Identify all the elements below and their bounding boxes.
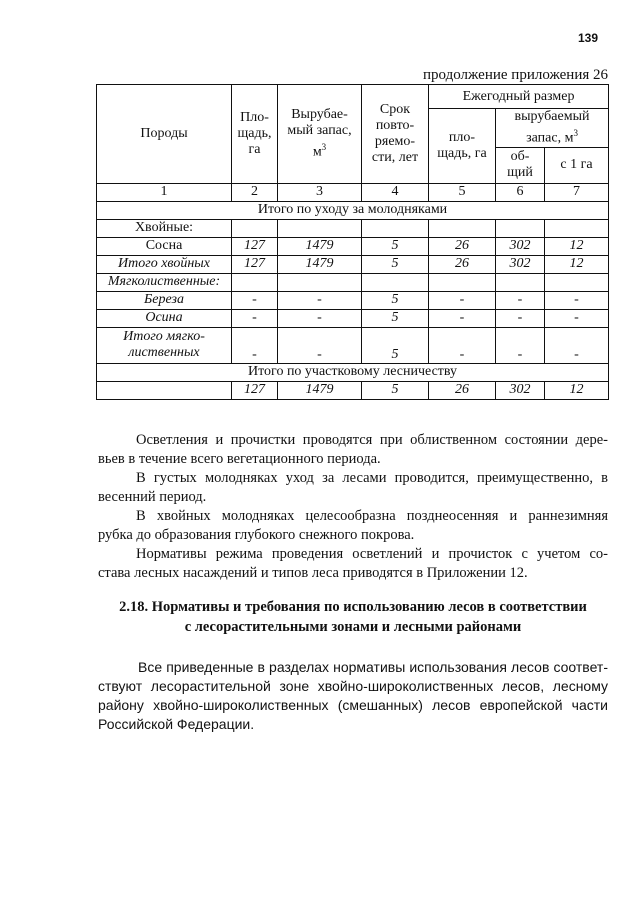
- row-name: Береза: [97, 291, 232, 309]
- group-label-softwood: Мягколиственные:: [97, 273, 232, 291]
- header-stock: Вырубае- мый запас, $м^3$: [278, 85, 362, 184]
- header-area: Пло- щадь, га: [232, 85, 278, 184]
- continuation-label: продолжение приложения 26: [423, 67, 608, 83]
- cell: 1479: [278, 381, 362, 399]
- cell: 5: [362, 291, 429, 309]
- header-period: Срок повто- ряемо- сти, лет: [362, 85, 429, 184]
- cell: -: [496, 327, 545, 363]
- cell: 1479: [278, 237, 362, 255]
- row-name: Осина: [97, 309, 232, 327]
- cell: 26: [429, 255, 496, 273]
- cell: -: [429, 309, 496, 327]
- cell: 26: [429, 237, 496, 255]
- section-title: Итого по уходу за молодняками: [97, 201, 609, 219]
- cell: 12: [545, 381, 609, 399]
- cell: -: [545, 291, 609, 309]
- cell: -: [278, 327, 362, 363]
- cell: 302: [496, 255, 545, 273]
- cell: 127: [232, 237, 278, 255]
- paragraph-2: В густых молодняках уход за лесами проводится, преимущественно, в весенний период.: [98, 470, 608, 505]
- cell: -: [545, 309, 609, 327]
- cell: 5: [362, 237, 429, 255]
- col-number: 4: [362, 183, 429, 201]
- forest-care-table: [96, 84, 609, 400]
- cell: 26: [429, 381, 496, 399]
- cell: -: [429, 327, 496, 363]
- cell: -: [496, 309, 545, 327]
- cell: 12: [545, 255, 609, 273]
- cell: -: [232, 309, 278, 327]
- cell: -: [545, 327, 609, 363]
- cell: -: [278, 291, 362, 309]
- col-number: 3: [278, 183, 362, 201]
- cell: 302: [496, 381, 545, 399]
- paragraph-1: Осветления и прочистки проводятся при облиственном состоянии дере- вьев в течение всего вегетационного периода.: [98, 432, 608, 467]
- col-number: 1: [97, 183, 232, 201]
- header-annual-area: пло- щадь, га: [429, 109, 496, 184]
- section-heading: 2.18. Нормативы и требования по использованию лесов в соответствии с лесорастительными зонами и лесными районами: [119, 599, 587, 635]
- col-number: 6: [496, 183, 545, 201]
- cell: 5: [362, 255, 429, 273]
- cell: -: [496, 291, 545, 309]
- cell: 127: [232, 381, 278, 399]
- cell: 302: [496, 237, 545, 255]
- row-name: Сосна: [97, 237, 232, 255]
- header-total: об- щий: [496, 147, 545, 183]
- cell: 5: [362, 381, 429, 399]
- cell: 5: [362, 327, 429, 363]
- header-annual-stock: вырубаемый запас, $м^3$: [496, 109, 609, 148]
- district-total-label: Итого по участковому лесничеству: [97, 363, 609, 381]
- group-label-conifers: Хвойные:: [97, 219, 232, 237]
- row-name: Итого хвойных: [97, 255, 232, 273]
- col-number: 5: [429, 183, 496, 201]
- col-number: 7: [545, 183, 609, 201]
- cell: 1479: [278, 255, 362, 273]
- cell: 12: [545, 237, 609, 255]
- cell: 127: [232, 255, 278, 273]
- cell: 5: [362, 309, 429, 327]
- cell: -: [278, 309, 362, 327]
- cell: -: [232, 291, 278, 309]
- paragraph-3: В хвойных молодняках целесообразна позднеосенняя и раннезимняя рубка до образования глубокого снежного покрова.: [98, 508, 608, 543]
- cell: -: [429, 291, 496, 309]
- cell: -: [232, 327, 278, 363]
- paragraph-final: Все приведенные в разделах нормативы использования лесов соответ- ствуют лесорастительной зоне хвойно-широколиственных лесов, лесному району хвойно-широколиственных (смешанных) лесов европейской части Российской Федерации.: [98, 659, 608, 732]
- col-number: 2: [232, 183, 278, 201]
- paragraph-4: Нормативы режима проведения осветлений и прочисток с учетом со- става лесных насаждений и типов леса приводятся в Приложении 12.: [98, 546, 608, 581]
- header-species: Породы: [97, 85, 232, 184]
- row-name: Итого мягко- лиственных: [97, 327, 232, 363]
- header-per-ha: с 1 га: [545, 147, 609, 183]
- page-number: 139: [578, 31, 599, 45]
- header-annual: Ежегодный размер: [429, 85, 609, 109]
